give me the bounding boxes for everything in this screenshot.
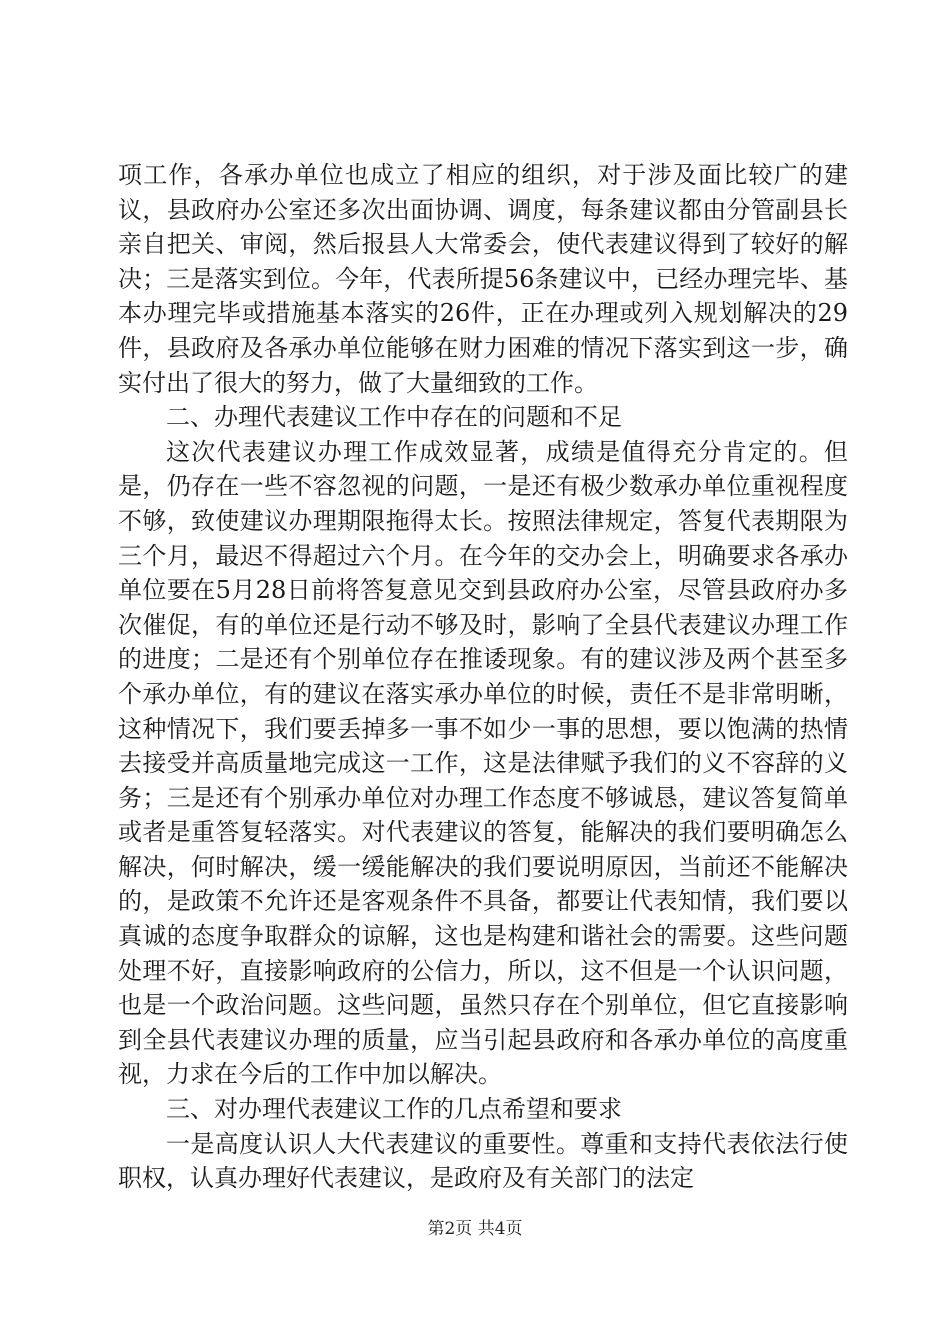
- page-footer: 第2页 共4页: [427, 1219, 523, 1239]
- paragraph-continuation: 项工作，各承办单位也成立了相应的组织，对于涉及面比较广的建议，县政府办公室还多次出面协调、调度，每条建议都由分管副县长亲自把关、审阅，然后报县人大常委会，使代表建议得到了较好的解决；三是落实到位。今年，代表所提56条建议中，已经办理完毕、基本办理完毕或措施基本落实的26件，正在办理或列入规划解决的29件，县政府及各承办单位能够在财力困难的情况下落实到这一步，确实付出了很大的努力，做了大量细致的工作。: [118, 161, 848, 397]
- paragraph-requirements: 一是高度认识人大代表建议的重要性。尊重和支持代表依法行使职权，认真办理好代表建议，是政府及有关部门的法定: [118, 1129, 848, 1193]
- document-body: [118, 158, 848, 1196]
- paragraph-problems: 这次代表建议办理工作成效显著，成绩是值得充分肯定的。但是，仍存在一些不容忽视的问题，一是还有极少数承办单位重视程度不够，致使建议办理期限拖得太长。按照法律规定，答复代表期限为三个月，最迟不得超过六个月。在今年的交办会上，明确要求各承办单位要在5月28日前将答复意见交到县政府办公室，尽管县政府办多次催促，有的单位还是行动不够及时，影响了全县代表建议办理工作的进度；二是还有个别单位存在推诿现象。有的建议涉及两个甚至多个承办单位，有的建议在落实承办单位的时候，责任不是非常明晰，这种情况下，我们要丢掉多一事不如少一事的思想，要以饱满的热情去接受并高质量地完成这一工作，这是法律赋予我们的义不容辞的义务；三是还有个别承办单位对办理工作态度不够诚恳，建议答复简单或者是重答复轻落实。对代表建议的答复，能解决的我们要明确怎么解决，何时解决，缓一缓能解决的我们要说明原因，当前还不能解决的，是政策不允许还是客观条件不具备，都要让代表知情，我们要以真诚的态度争取群众的谅解，这也是构建和谐社会的需要。这些问题处理不好，直接影响政府的公信力，所以，这不但是一个认识问题，也是一个政治问题。这些问题，虽然只存在个别单位，但它直接影响到全县代表建议办理的质量，应当引起县政府和各承办单位的高度重视，力求在今后的工作中加以解决。: [118, 437, 848, 1089]
- section-heading-3: 三、对办理代表建议工作的几点希望和要求: [166, 1095, 622, 1124]
- section-heading-2: 二、办理代表建议工作中存在的问题和不足: [166, 403, 622, 432]
